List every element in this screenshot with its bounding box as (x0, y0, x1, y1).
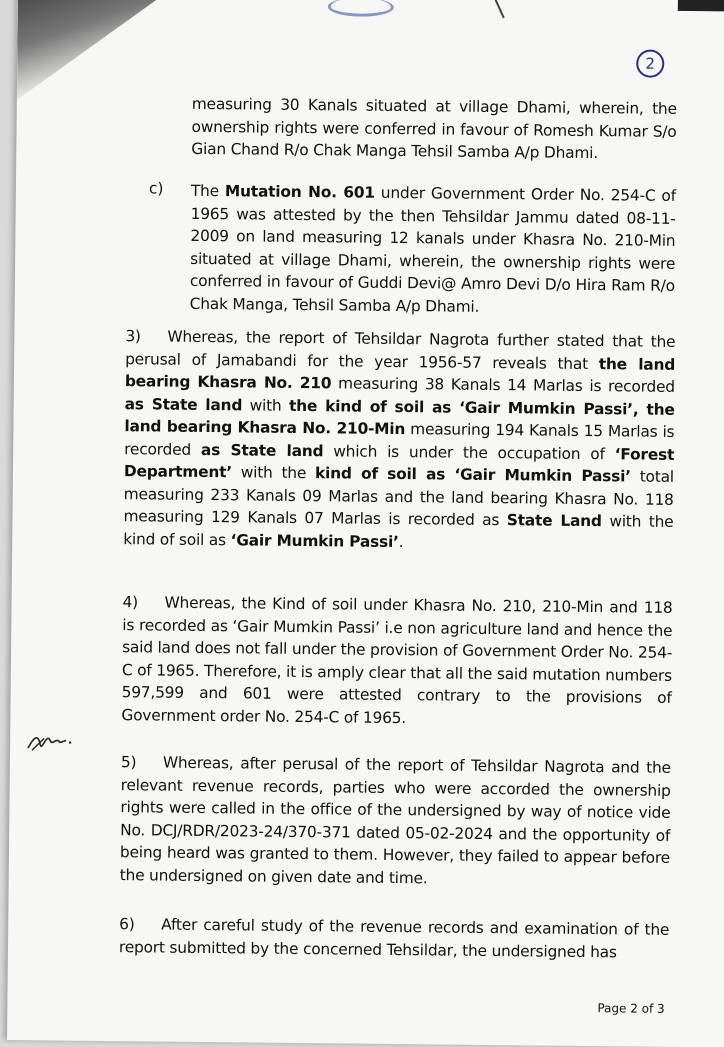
paragraph-3: 3) Whereas, the report of Tehsildar Nagrota further stated that the perusal of Jamabandi for the year 1956-57 reveals that the land bearing Khasra No. 210 measuring 38 Kanals 14 Marlas is recorded as State land with the kind of soil as ‘Gair Mumkin Passi’, the land bearing Khasra No. 210-Min measuring 194 Kanals 15 Marlas is recorded as State land which is under the occupation of ‘Forest Department’ with the kind of soil as ‘Gair Mumkin Passi’ total measuring 233 Kanals 09 Marlas and the land bearing Khasra No. 118 measuring 129 Kanals 07 Marlas is recorded as State Land with the kind of soil as ‘Gair Mumkin Passi’. (123, 327, 676, 551)
page-footer: Page 2 of 3 (597, 1001, 665, 1016)
stamp-mark (328, 0, 394, 17)
paragraph-continuation: measuring 30 Kanals situated at village Dhami, wherein, the ownership rights were conferred in favour of Romesh Kumar S/o Gian Chand R/o Chak Manga Tehsil Samba A/p Dhami. (191, 94, 677, 163)
signature-initials (24, 726, 76, 757)
clause-label: c) (148, 179, 164, 198)
paragraph-5: 5) Whereas, after perusal of the report of Tehsildar Nagrota and the relevant revenue records, parties who were accorded the ownership rights were called in the office of the undersigned by way of notice vide No. DCJ/RDR/2023-24/370-371 dated 05-02-2024 and the opportunity of being heard was granted to them. However, they failed to appear before the undersigned on given date and time. (119, 753, 671, 887)
paragraph-number: 5) (120, 753, 137, 772)
document-page (7, 0, 724, 1047)
scan-edge (678, 0, 724, 12)
paragraph-number: 6) (119, 915, 135, 934)
scan-shadow (17, 0, 168, 102)
paragraph-4: 4) Whereas, the Kind of soil under Khasra No. 210, 210-Min and 118 is recorded as ‘Gair Mumkin Passi’ i.e non agriculture land and hence the said land does not fall under the provision of Government Order No. 254-C of 1965. Therefore, it is amply clear that all the said mutation numbers 597,599 and 601 were attested contrary to the provisions of Government order No. 254-C of 1965. (121, 593, 673, 727)
handwritten-page-number: 2 (636, 49, 664, 77)
paragraph-number: 4) (122, 593, 139, 612)
paragraph-6: 6) After careful study of the revenue records and examination of the report submitted by the concerned Tehsildar, the undersigned has (118, 915, 670, 961)
pen-mark (493, 0, 505, 18)
paragraph-clause-c: The Mutation No. 601 under Government Order No. 254-C of 1965 was attested by the then Tehsildar Jammu dated 08-11-2009 on land measuring 12 kanals under Khasra No. 210-Min situated at village Dhami, wherein, the ownership rights were conferred in favour of Guddi Devi@ Amro Devi D/o Hira Ram R/o Chak Manga, Tehsil Samba A/p Dhami. (189, 181, 676, 316)
paragraph-number: 3) (125, 327, 141, 346)
